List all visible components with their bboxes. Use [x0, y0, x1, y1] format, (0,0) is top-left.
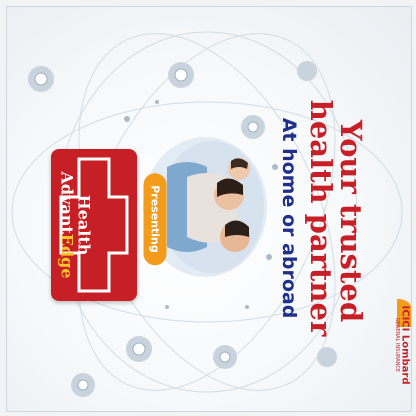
brand-name: ICICI Lombard	[399, 305, 411, 385]
ad-card	[6, 6, 412, 412]
headline-line-1: Your trusted	[334, 119, 368, 323]
family-photo	[157, 137, 267, 277]
headline-line-2: health partner	[304, 99, 338, 337]
subheadline: At home or abroad	[278, 117, 300, 319]
brand-tagline: GENERAL INSURANCE	[394, 317, 400, 373]
presenting-badge: Presenting	[144, 173, 167, 265]
logo-word-health: Health	[74, 194, 94, 256]
logo-word-advantedge: AdvantEdge	[57, 171, 77, 279]
